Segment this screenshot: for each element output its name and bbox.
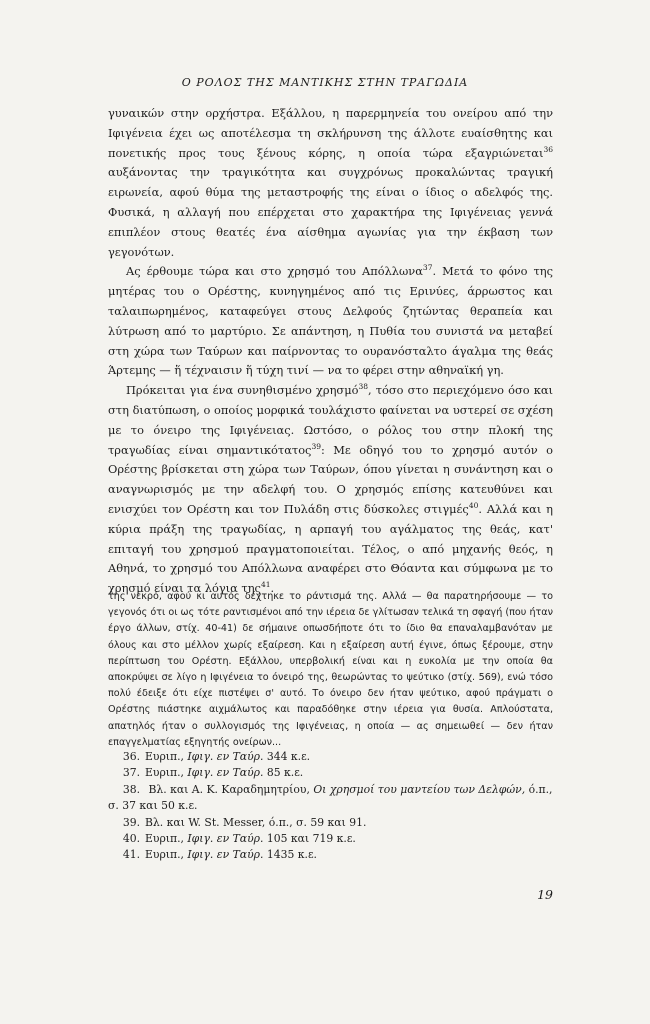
footnote-ref-37: 37 xyxy=(422,263,433,273)
paragraph-2: Ας έρθουμε τώρα και στο χρησμό του Απόλλωνα$^{37}$. Μετά το φόνο της μητέρας του ο Ορέστης, κυνηγημένος από τις Ερινύες, άρρωστος και ταλαιπωρημένος, καταφεύγει στους Δελφούς ζητώντας θεραπεία και λύτρωση από το μαρτύριο. Σε απάντηση, η Πυθία του συνιστά να μεταβεί στη χώρα των Ταύρων και παίρνοντας το ουρανόσταλτο άγαλμα της θεάς Άρτεμης — ἥ τέχναισιν ἥ τύχη τινί — να το φέρει στην αθηναϊκή γη. xyxy=(108,263,553,378)
footnote-ref-36: 36 xyxy=(543,144,553,154)
running-head: Ο ΡΟΛΟΣ ΤΗΣ ΜΑΝΤΙΚΗΣ ΣΤΗΝ ΤΡΑΓΩΔΙΑ xyxy=(181,76,469,89)
footnotes-list xyxy=(108,749,553,864)
footnote-ref-41: 41 xyxy=(260,580,271,590)
footnote-37: 37. Ευριπ., Ιφιγ. εν Ταύρ. 85 κ.ε. xyxy=(122,766,304,780)
footnote-40: 40. Ευριπ., Ιφιγ. εν Ταύρ. 105 και 719 κ.ε. xyxy=(122,832,356,846)
paragraph-3: Πρόκειται για ένα συνηθισμένο χρησμό$^{38}$, τόσο στο περιεχόμενο όσο και στη διατύπωση, ο οποίος μορφικά τουλάχιστο φαίνεται να υστερεί σε σχέση με το όνειρο της Ιφιγένειας. Ωστόσο, ο ρόλος του στην πλοκή της τραγωδίας είναι σημαντικότατος$^{39}$: Με οδηγό του το χρησμό αυτόν ο Ορέστης βρίσκεται στη χώρα των Ταύρων, όπου γίνεται η συνάντηση και ο αναγνωρισμός με την αδελφή του. Ο χρησμός επίσης κατευθύνει και ενισχύει τον Ορέστη και τον Πυλάδη στις δύσκολες στιγμές$^{40}$. Αλλά και η κύρια πράξη της τραγωδίας, η αρπαγή του αγάλματος της θεάς, κατ' επιταγή του χρησμού πραγματοποιείται. Τέλος, ο από μηχανής θεός, η Αθηνά, το χρησμό του Απόλλωνα αναφέρει στο Θόαντα και σύμφωνα με το χρησμό είναι τα λόγια της$^{41}$. xyxy=(108,382,553,596)
footnote-36: 36. Ευριπ., Ιφιγ. εν Ταύρ. 344 κ.ε. xyxy=(122,750,311,763)
footnote-ref-40: 40 xyxy=(468,501,479,511)
footnote-continuation: της νεκρό, αφού κι αυτός δέχτηκε το ράντισμά της. Αλλά — θα παρατηρήσουμε — το γεγονός ότι οι ως τότε ραντισμένοι από την ιέρεια δε γλίτωσαν τελικά τη σφαγή (που ήταν έργο άλλων, στίχ. 40-41) δε σήμαινε οπωσδήποτε ότι το ίδιο θα επαναλαμβανόταν με όλους και στο μέλλον χωρίς εξαίρεση. Και η εξαίρεση αυτή έγινε, όπως ξέρουμε, στην περίπτωση του Ορέστη. Εξάλλου, υπερβολική είναι και η ευκολία με την οποία θα αποκρύψει σε λίγο η Ιφιγένεια το όνειρό της, θεωρώντας το ψεύτικο (στίχ. 569), ενώ τόσο πολύ έδειξε ότι είχε πιστέψει σ' αυτό. Το όνειρο δεν ήταν ψεύτικο, αφού πράγματι ο Ορέστης πιάστηκε αιχμάλωτος και παραδόθηκε στην ιέρεια για θυσία. Απλούστατα, απατηλός ήταν ο συλλογισμός της Ιφιγένειας, η οποία — ας σημειωθεί — δεν ήταν επαγγελματίας εξηγητής ονείρων... xyxy=(108,591,553,748)
page-number: 19 xyxy=(537,887,553,902)
paragraph-1: γυναικών στην ορχήστρα. Εξάλλου, η παρερμηνεία του ονείρου από την Ιφιγένεια έχει ως αποτέλεσμα τη σκλήρυνση της άλλοτε ευαίσθητης και πονετικής προς τους ξένους κόρης, η οποία τώρα εξαγριώνεται$^{36}$ αυξάνοντας την τραγικότητα και συγχρόνως προκαλώντας τραγική ειρωνεία, αφού θύμα της μεταστροφής της είναι ο ίδιος ο αδελφός της. Φυσικά, η αλλαγή που επέρχεται στο χαρακτήρα της Ιφιγένειας γεννά επιπλέον στους θεατές ένα αίσθημα αγωνίας για την έκβαση των γεγονότων. xyxy=(108,106,553,259)
footnote-ref-39: 39 xyxy=(311,441,321,451)
footnote-38: 38. Βλ. και Α. Κ. Καραδημητρίου, Οι χρησμοί του μαντείου των Δελφών, ό.π., σ. 37 και 50 κ.ε. xyxy=(108,782,553,813)
footnote-ref-38: 38 xyxy=(358,382,369,392)
footnote-41: 41. Ευριπ., Ιφιγ. εν Ταύρ. 1435 κ.ε. xyxy=(122,848,317,862)
footnote-39: 39. Βλ. και W. St. Messer, ό.π., σ. 59 και 91. xyxy=(122,815,367,829)
main-text xyxy=(108,104,553,599)
